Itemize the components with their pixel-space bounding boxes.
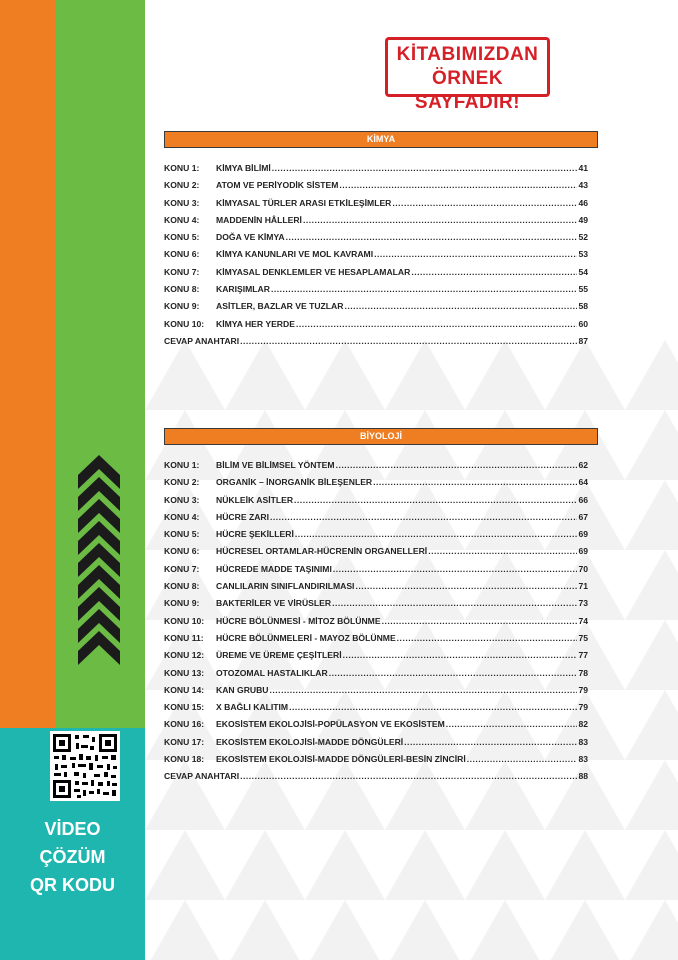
toc-row[interactable] [164,564,588,581]
toc-row-page: 88 [578,771,588,782]
toc-row-title: KARIŞIMLAR [216,284,270,295]
toc-row-page: 73 [578,598,588,609]
toc-row-label: KONU 10: [164,318,205,329]
toc-row[interactable] [164,633,588,650]
toc-leader-dots [296,319,577,329]
toc-row-title: KİMYASAL TÜRLER ARASI ETKİLEŞİMLER [216,197,392,208]
toc-row-label: KONU 4: [164,511,200,522]
toc-row-title: ATOM VE PERİYODİK SİSTEM [216,180,339,191]
toc-leader-dots [355,581,577,591]
toc-row-page: 69 [578,529,588,540]
biology-toc [164,460,588,789]
toc-row-title: KİMYA KANUNLARI VE MOL KAVRAMI [216,249,374,260]
toc-row-label: KONU 6: [164,249,200,260]
toc-row-title: KAN GRUBU [216,684,269,695]
toc-row-title: DOĞA VE KİMYA [216,232,285,243]
toc-row-title: HÜCRE ŞEKİLLERİ [216,529,294,540]
toc-row-label: KONU 7: [164,266,200,277]
qr-code-icon[interactable] [50,731,120,801]
toc-row-page: 49 [578,214,588,225]
toc-leader-dots [271,284,577,294]
toc-row-label: KONU 9: [164,598,200,609]
chevron-arrows-icon [78,455,120,685]
toc-row-page: 53 [578,249,588,260]
toc-leader-dots [411,267,577,277]
toc-row[interactable] [164,477,588,494]
sample-page-stamp [385,37,550,113]
toc-leader-dots [240,336,577,346]
toc-row[interactable] [164,267,588,284]
toc-row-label: KONU 18: [164,754,205,765]
toc-row-page: 54 [578,266,588,277]
toc-row[interactable] [164,616,588,633]
toc-leader-dots [333,564,578,574]
toc-row-label: KONU 7: [164,563,200,574]
toc-row-page: 41 [578,163,588,173]
toc-row-title: KİMYA HER YERDE [216,318,295,329]
toc-leader-dots [294,495,577,505]
toc-row[interactable] [164,215,588,232]
toc-leader-dots [344,301,577,311]
toc-row-page: 55 [578,284,588,295]
toc-row-label: KONU 15: [164,702,205,713]
toc-row-page: 52 [578,232,588,243]
toc-row-label: KONU 16: [164,719,205,730]
toc-row-page: 79 [578,684,588,695]
toc-row-page: 70 [578,563,588,574]
toc-row-label: KONU 11: [164,632,204,643]
toc-row[interactable] [164,460,588,477]
toc-row-title: EKOSİSTEM EKOLOJİSİ-MADDE DÖNGÜLERİ-BESİN ZİNCİRİ [216,754,466,765]
toc-row[interactable] [164,232,588,249]
toc-row-title: ASİTLER, BAZLAR VE TUZLAR [216,301,344,312]
toc-row-page: 43 [578,180,588,191]
toc-row-label: KONU 1: [164,163,200,173]
toc-row[interactable] [164,319,588,336]
toc-row-title: X BAĞLI KALITIM [216,702,289,713]
toc-row-label: KONU 14: [164,684,205,695]
toc-row[interactable] [164,512,588,529]
toc-row[interactable] [164,737,588,754]
toc-leader-dots [270,512,577,522]
toc-row[interactable] [164,284,588,301]
toc-row-label: KONU 6: [164,546,200,557]
toc-row-label: KONU 3: [164,494,200,505]
toc-row[interactable] [164,598,588,615]
toc-row-title: CEVAP ANAHTARI [164,771,240,782]
toc-leader-dots [343,650,578,660]
toc-leader-dots [428,546,577,556]
chemistry-section-header: KİMYA [164,131,598,148]
toc-row-page: 87 [578,335,588,346]
toc-row[interactable] [164,301,588,318]
toc-row-page: 66 [578,494,588,505]
toc-leader-dots [446,719,578,729]
toc-row[interactable] [164,529,588,546]
toc-leader-dots [467,754,578,764]
toc-row-label: KONU 9: [164,301,200,312]
toc-row-page: 77 [578,650,588,661]
toc-row-page: 78 [578,667,588,678]
toc-row[interactable] [164,754,588,771]
toc-row-label: KONU 5: [164,232,200,243]
toc-leader-dots [374,249,577,259]
toc-row[interactable] [164,249,588,266]
toc-row[interactable] [164,719,588,736]
toc-row-page: 58 [578,301,588,312]
toc-row-page: 46 [578,197,588,208]
toc-row[interactable] [164,495,588,512]
toc-row-title: KİMYASAL DENKLEMLER VE HESAPLAMALAR [216,266,411,277]
toc-row-page: 82 [578,719,588,730]
toc-row[interactable] [164,668,588,685]
toc-row-page: 74 [578,615,588,626]
solution-line: ÇÖZÜM [39,847,106,867]
toc-row-title: CANLILARIN SINIFLANDIRILMASI [216,581,355,592]
toc-leader-dots [373,477,577,487]
toc-row[interactable] [164,546,588,563]
toc-row-page: 79 [578,702,588,713]
toc-row[interactable] [164,163,588,180]
toc-row[interactable] [164,650,588,667]
toc-row-page: 64 [578,477,588,488]
toc-row-title: BİLİM VE BİLİMSEL YÖNTEM [216,460,335,470]
toc-leader-dots [286,232,578,242]
toc-row-title: CEVAP ANAHTARI [164,335,240,346]
video-line: VİDEO [44,819,101,839]
toc-row-page: 83 [578,736,588,747]
toc-row-title: KİMYA BİLİMİ [216,163,271,173]
toc-row-label: KONU 2: [164,180,200,191]
toc-row-label: KONU 5: [164,529,200,540]
toc-leader-dots [339,180,577,190]
toc-row-label: KONU 8: [164,581,200,592]
video-solution-label [0,815,145,899]
toc-row-label: KONU 10: [164,615,205,626]
toc-leader-dots [295,529,578,539]
toc-row[interactable] [164,702,588,719]
toc-row-page: 67 [578,511,588,522]
toc-row[interactable] [164,198,588,215]
toc-row-label: KONU 1: [164,460,200,470]
toc-row-title: HÜCRE ZARI [216,511,269,522]
toc-row-title: HÜCREDE MADDE TAŞINIMI [216,563,332,574]
toc-leader-dots [329,668,578,678]
toc-leader-dots [392,198,577,208]
toc-row-page: 60 [578,318,588,329]
toc-row-title: BAKTERİLER VE VİRÜSLER [216,598,332,609]
toc-leader-dots [336,460,578,470]
toc-row-label: KONU 2: [164,477,200,488]
toc-leader-dots [240,771,577,781]
toc-row-title: EKOSİSTEM EKOLOJİSİ-POPÜLASYON VE EKOSİSTEM [216,719,445,730]
toc-row-page: 62 [578,460,588,470]
toc-row-page: 83 [578,754,588,765]
toc-row-label: KONU 13: [164,667,205,678]
stamp-line-2: ÖRNEK SAYFADIR! [414,68,521,113]
toc-row-title: MADDENİN HÂLLERİ [216,214,302,225]
toc-leader-dots [272,163,578,173]
toc-row-label: KONU 4: [164,214,200,225]
toc-row-title: NÜKLEİK ASİTLER [216,494,294,505]
toc-row-title: ORGANİK – İNORGANİK BİLEŞENLER [216,477,373,488]
chemistry-toc [164,163,588,353]
toc-row-title: OTOZOMAL HASTALIKLAR [216,667,328,678]
toc-row-page: 75 [578,632,588,643]
toc-leader-dots [382,616,578,626]
toc-row-page: 71 [578,581,588,592]
toc-row-title: EKOSİSTEM EKOLOJİSİ-MADDE DÖNGÜLERİ [216,736,404,747]
toc-row-label: KONU 8: [164,284,200,295]
biology-section-header: BİYOLOJİ [164,428,598,445]
toc-leader-dots [289,702,577,712]
toc-row[interactable] [164,581,588,598]
toc-row-label: KONU 17: [164,736,205,747]
toc-row-title: HÜCRE BÖLÜNMESİ - MİTOZ BÖLÜNME [216,615,381,626]
toc-row[interactable] [164,771,588,788]
toc-row-title: ÜREME VE ÜREME ÇEŞİTLERİ [216,650,342,661]
toc-row-page: 69 [578,546,588,557]
toc-leader-dots [303,215,578,225]
toc-row-title: HÜCRE BÖLÜNMELERİ - MAYOZ BÖLÜNME [216,632,396,643]
toc-row[interactable] [164,180,588,197]
toc-row[interactable] [164,336,588,353]
toc-row[interactable] [164,685,588,702]
toc-leader-dots [270,685,578,695]
toc-row-title: HÜCRESEL ORTAMLAR-HÜCRENİN ORGANELLERİ [216,546,428,557]
toc-row-label: KONU 12: [164,650,205,661]
toc-leader-dots [404,737,577,747]
toc-leader-dots [332,598,577,608]
toc-row-label: KONU 3: [164,197,200,208]
stamp-line-1: KİTABIMIZDAN [396,44,539,65]
toc-leader-dots [397,633,578,643]
qr-code-line: QR KODU [30,875,115,895]
